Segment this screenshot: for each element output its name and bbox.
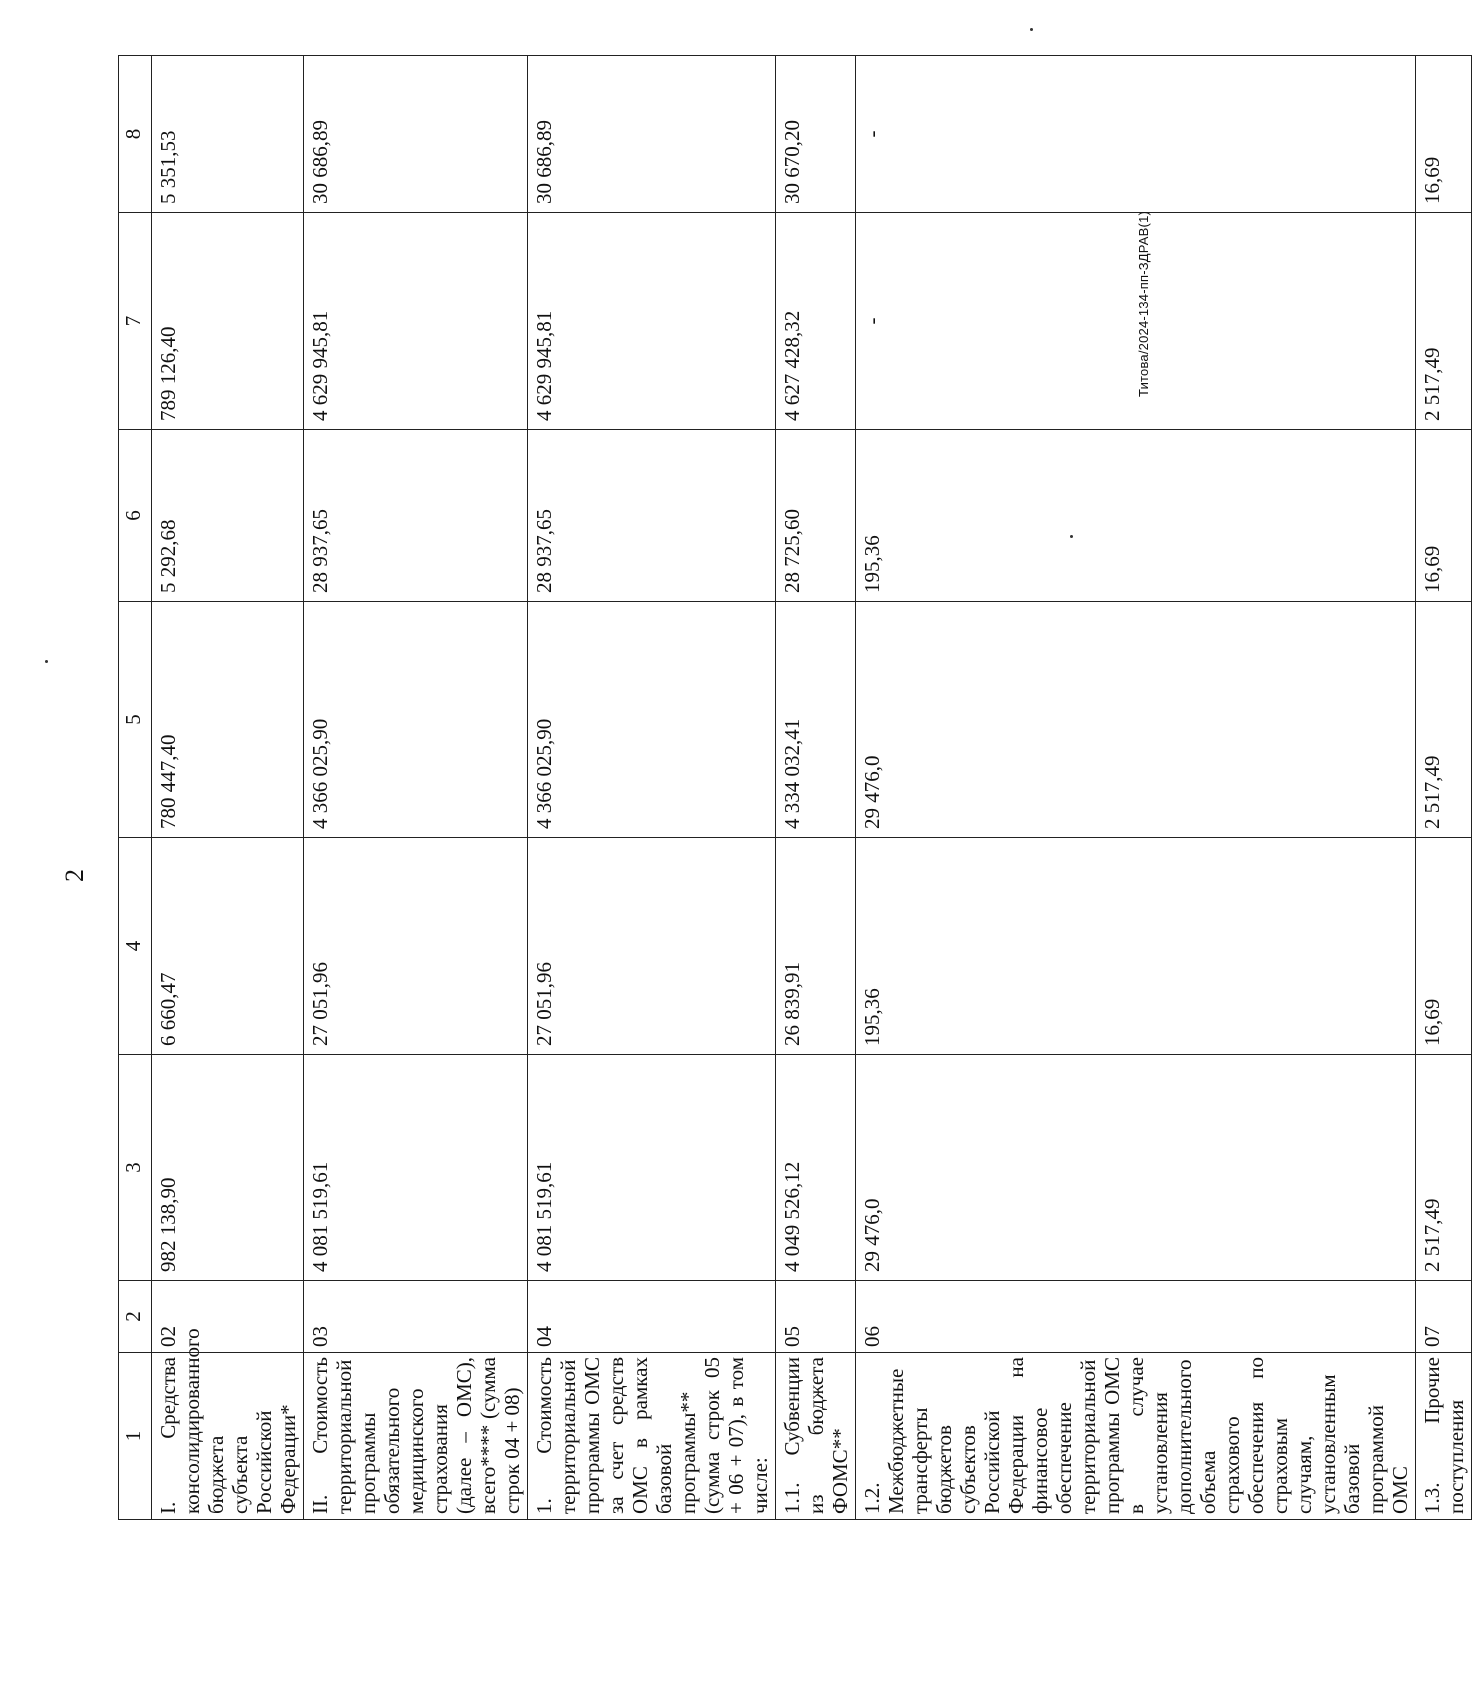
scan-speck xyxy=(1070,535,1073,538)
value-cell: 4 629 945,81 xyxy=(304,213,528,430)
value-cell: 16,69 xyxy=(1416,56,1472,213)
scan-speck xyxy=(1030,28,1033,31)
value-cell: 28 937,65 xyxy=(528,430,776,602)
value-cell: 4 081 519,61 xyxy=(304,1055,528,1281)
value-cell: 4 629 945,81 xyxy=(528,213,776,430)
header-cell: 8 xyxy=(119,56,152,213)
row-code-cell: 03 xyxy=(304,1281,528,1353)
value-cell: 26 839,91 xyxy=(776,838,856,1055)
value-cell: 30 686,89 xyxy=(304,56,528,213)
table-row xyxy=(776,56,856,1520)
table-row xyxy=(304,56,528,1520)
header-cell: 2 xyxy=(119,1281,152,1353)
value-cell: 30 670,20 xyxy=(776,56,856,213)
row-code-cell: 04 xyxy=(528,1281,776,1353)
value-cell: - xyxy=(856,56,1416,213)
value-cell: 16,69 xyxy=(1416,430,1472,602)
value-cell: 28 937,65 xyxy=(304,430,528,602)
value-cell: 28 725,60 xyxy=(776,430,856,602)
row-name-cell: I. Средства консолидированного бюджета субъекта Российской Федерации* xyxy=(152,1353,304,1520)
value-cell: 982 138,90 xyxy=(152,1055,304,1281)
table-header-row xyxy=(119,56,152,1520)
value-cell: 29 476,0 xyxy=(856,602,1416,838)
row-name-cell: 1.3. Прочие поступления xyxy=(1416,1353,1472,1520)
row-code-cell: 06 xyxy=(856,1281,1416,1353)
value-cell: 195,36 xyxy=(856,838,1416,1055)
row-name-cell: 1.2. Межбюджетные трансферты бюджетов субъектов Российской Федерации на финансовое обеспечение территориальной программы ОМС в случае установления дополнительного объема страхового обеспечения по страховым случаям, установленным базовой программой ОМС xyxy=(856,1353,1416,1520)
table-row xyxy=(152,56,304,1520)
scan-speck xyxy=(45,660,48,663)
value-cell: 16,69 xyxy=(1416,838,1472,1055)
value-cell: 6 660,47 xyxy=(152,838,304,1055)
value-cell: 195,36 xyxy=(856,430,1416,602)
row-name-cell: II. Стоимость территориальной программы обязательного медицинского страхования (далее – ОМС), всего**** (сумма строк 04 + 08) xyxy=(304,1353,528,1520)
value-cell: 5 292,68 xyxy=(152,430,304,602)
row-code-cell: 02 xyxy=(152,1281,304,1353)
header-cell: 1 xyxy=(119,1353,152,1520)
page-number: 2 xyxy=(60,869,89,882)
header-cell: 6 xyxy=(119,430,152,602)
value-cell: 27 051,96 xyxy=(528,838,776,1055)
header-cell: 5 xyxy=(119,602,152,838)
header-cell: 4 xyxy=(119,838,152,1055)
row-code-cell: 07 xyxy=(1416,1281,1472,1353)
value-cell: 2 517,49 xyxy=(1416,1055,1472,1281)
header-cell: 7 xyxy=(119,213,152,430)
table-row xyxy=(528,56,776,1520)
value-cell: 27 051,96 xyxy=(304,838,528,1055)
value-cell: 2 517,49 xyxy=(1416,213,1472,430)
table-row xyxy=(1416,56,1472,1520)
budget-table xyxy=(118,55,1472,1520)
value-cell: 5 351,53 xyxy=(152,56,304,213)
value-cell: - xyxy=(856,213,1416,430)
row-code-cell: 05 xyxy=(776,1281,856,1353)
value-cell: 4 081 519,61 xyxy=(528,1055,776,1281)
value-cell: 780 447,40 xyxy=(152,602,304,838)
value-cell: 30 686,89 xyxy=(528,56,776,213)
value-cell: 4 334 032,41 xyxy=(776,602,856,838)
value-cell: 4 049 526,12 xyxy=(776,1055,856,1281)
value-cell: 2 517,49 xyxy=(1416,602,1472,838)
value-cell: 789 126,40 xyxy=(152,213,304,430)
value-cell: 4 627 428,32 xyxy=(776,213,856,430)
document-footer-code: Титова/2024-134-пп-ЗДРАВ(1) xyxy=(1136,210,1151,397)
value-cell: 29 476,0 xyxy=(856,1055,1416,1281)
row-name-cell: 1.1. Субвенции из бюджета ФОМС** xyxy=(776,1353,856,1520)
header-cell: 3 xyxy=(119,1055,152,1281)
row-name-cell: 1. Стоимость территориальной программы ОМС за счет средств ОМС в рамках базовой программы** (сумма строк 05 + 06 + 07), в том числе: xyxy=(528,1353,776,1520)
value-cell: 4 366 025,90 xyxy=(528,602,776,838)
value-cell: 4 366 025,90 xyxy=(304,602,528,838)
